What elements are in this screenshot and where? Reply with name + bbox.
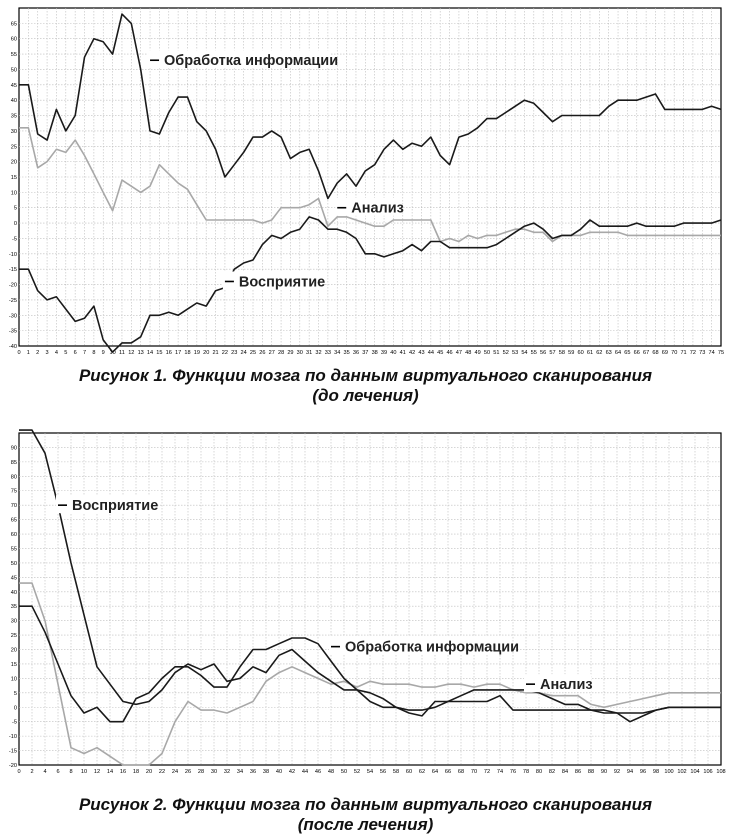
chart2-y-tick-label: -5 xyxy=(12,719,17,726)
chart1-x-tick-label: 12 xyxy=(128,350,135,356)
chart2-y-tick-label: 60 xyxy=(10,532,17,539)
chart1-y-tick-label: 50 xyxy=(10,67,17,74)
chart1-y-tick-label: 45 xyxy=(10,82,17,89)
chart1-x-tick-label: 38 xyxy=(371,350,378,356)
chart1-x-tick-label: 29 xyxy=(287,350,294,356)
chart1-x-tick-label: 33 xyxy=(324,350,331,356)
chart2-y-tick-label: 80 xyxy=(10,474,17,481)
chart1-y-tick-label: -15 xyxy=(8,267,17,274)
chart2-x-tick-label: 48 xyxy=(327,769,335,775)
chart2-x-tick-label: 86 xyxy=(574,769,582,775)
chart2-x-tick-label: 44 xyxy=(301,769,309,775)
chart1-y-tick-label: 15 xyxy=(10,175,17,181)
chart1-x-tick-label: 64 xyxy=(614,350,622,356)
chart1-x-tick-label: 58 xyxy=(558,350,565,356)
chart2-y-tick-label: 70 xyxy=(10,503,17,510)
chart2-x-tick-label: 84 xyxy=(561,769,569,775)
chart2-x-tick-label: 28 xyxy=(197,769,205,775)
chart1-x-tick-label: 2 xyxy=(36,350,40,356)
chart2-x-tick-label: 46 xyxy=(314,769,322,775)
chart2-x-tick-label: 60 xyxy=(405,769,413,775)
chart1-x-tick-label: 21 xyxy=(212,350,219,356)
chart2-x-tick-label: 36 xyxy=(249,769,257,775)
chart2-series-label-Восприятие: Восприятие xyxy=(72,498,159,515)
chart2-y-tick-label: -15 xyxy=(8,748,17,755)
chart2-x-tick-label: 54 xyxy=(366,769,374,775)
chart2-x-tick-label: 14 xyxy=(106,769,114,775)
chart1-x-tick-label: 3 xyxy=(45,350,49,356)
chart2-x-tick-label: 98 xyxy=(652,769,660,775)
chart1-x-tick-label: 46 xyxy=(446,350,453,356)
chart1-x-tick-label: 18 xyxy=(184,350,191,356)
chart1-x-tick-label: 47 xyxy=(455,350,463,356)
line-chart-after-treatment xyxy=(3,425,728,777)
chart2-x-tick-label: 74 xyxy=(496,769,504,775)
chart2-y-tick-label: 45 xyxy=(10,575,17,582)
chart-panel-before xyxy=(3,2,728,360)
chart2-y-tick-label: 55 xyxy=(10,546,17,553)
chart2-y-tick-label: 0 xyxy=(13,705,17,712)
chart2-y-tick-label: -20 xyxy=(8,763,17,769)
chart1-y-tick-label: 0 xyxy=(13,221,17,228)
chart1-x-tick-label: 71 xyxy=(680,350,687,356)
chart1-x-tick-label: 37 xyxy=(362,350,369,356)
caption-1-line-1: Рисунок 1. Функции мозга по данным виртуального сканирования xyxy=(78,366,653,385)
chart1-x-tick-label: 25 xyxy=(249,350,257,356)
chart1-x-tick-label: 54 xyxy=(521,350,528,356)
chart2-x-tick-label: 20 xyxy=(145,769,153,775)
chart1-x-tick-label: 49 xyxy=(474,350,481,356)
chart2-y-tick-label: 20 xyxy=(10,647,17,654)
chart2-x-tick-label: 68 xyxy=(457,769,465,775)
chart1-y-tick-label: -5 xyxy=(12,236,17,243)
line-chart-before-treatment xyxy=(3,2,728,360)
chart1-x-tick-label: 14 xyxy=(146,350,154,356)
chart2-y-tick-label: 5 xyxy=(13,690,17,697)
chart2-x-tick-label: 52 xyxy=(353,769,361,775)
chart1-x-tick-label: 35 xyxy=(343,350,350,356)
chart2-x-tick-label: 58 xyxy=(392,769,400,775)
chart2-x-tick-label: 0 xyxy=(17,769,21,775)
chart1-x-tick-label: 56 xyxy=(540,350,547,356)
chart1-x-tick-label: 15 xyxy=(156,350,163,356)
chart2-x-tick-label: 42 xyxy=(288,769,296,775)
figure-caption-2 xyxy=(0,795,731,835)
chart1-x-tick-label: 34 xyxy=(334,350,341,356)
caption-1-line-2: (до лечения) xyxy=(312,386,419,405)
chart2-x-tick-label: 12 xyxy=(93,769,101,775)
chart1-x-tick-label: 73 xyxy=(699,350,706,356)
chart1-x-tick-label: 68 xyxy=(652,350,659,356)
chart2-series-label-Анализ: Анализ xyxy=(540,677,593,694)
chart2-x-tick-label: 6 xyxy=(56,769,60,775)
chart2-x-tick-label: 104 xyxy=(690,769,700,775)
chart1-x-tick-label: 17 xyxy=(175,350,182,356)
chart1-x-tick-label: 51 xyxy=(493,350,500,356)
chart1-y-tick-label: -35 xyxy=(8,328,17,335)
chart1-x-tick-label: 0 xyxy=(17,350,21,356)
chart1-x-tick-label: 75 xyxy=(717,350,725,356)
chart2-x-tick-label: 56 xyxy=(379,769,387,775)
chart1-x-tick-label: 52 xyxy=(502,350,509,356)
chart2-x-tick-label: 102 xyxy=(677,769,687,775)
chart1-series-label-Восприятие: Восприятие xyxy=(238,274,326,291)
chart1-x-tick-label: 50 xyxy=(483,350,491,356)
chart1-x-tick-label: 74 xyxy=(708,350,715,356)
chart1-x-tick-label: 42 xyxy=(409,350,416,356)
chart1-x-tick-label: 6 xyxy=(73,350,77,356)
chart2-x-tick-label: 82 xyxy=(548,769,556,775)
chart1-x-tick-label: 23 xyxy=(231,350,238,356)
chart1-x-tick-label: 40 xyxy=(390,350,397,356)
chart1-x-tick-label: 61 xyxy=(586,350,594,356)
chart1-x-tick-label: 13 xyxy=(137,350,144,356)
chart1-y-tick-label: 40 xyxy=(10,98,17,105)
chart1-y-tick-label: -10 xyxy=(8,251,17,258)
chart1-y-tick-label: 60 xyxy=(10,36,17,43)
chart1-x-tick-label: 9 xyxy=(101,350,105,356)
chart1-x-tick-label: 19 xyxy=(193,350,200,356)
chart2-y-tick-label: 65 xyxy=(10,517,17,524)
chart1-x-tick-label: 69 xyxy=(661,350,668,356)
chart2-x-tick-label: 106 xyxy=(703,769,713,775)
chart1-x-tick-label: 1 xyxy=(26,350,30,356)
chart1-x-tick-label: 65 xyxy=(624,350,631,356)
chart1-x-tick-label: 44 xyxy=(427,350,434,356)
chart2-y-tick-label: 25 xyxy=(10,633,17,640)
chart2-x-tick-label: 4 xyxy=(43,769,47,775)
chart1-x-tick-label: 16 xyxy=(165,350,172,356)
chart-panel-after xyxy=(3,425,728,777)
chart2-x-tick-label: 16 xyxy=(119,769,127,775)
chart1-x-tick-label: 31 xyxy=(306,350,313,356)
chart2-x-tick-label: 62 xyxy=(418,769,426,775)
chart1-x-tick-label: 10 xyxy=(109,350,116,356)
chart1-y-tick-label: 30 xyxy=(10,128,17,135)
chart1-x-tick-label: 32 xyxy=(315,350,322,356)
chart1-y-tick-label: -30 xyxy=(8,313,17,320)
chart2-y-tick-label: 50 xyxy=(10,560,17,567)
chart2-x-tick-label: 70 xyxy=(470,769,478,775)
chart1-y-tick-label: -20 xyxy=(8,282,17,289)
chart1-x-tick-label: 5 xyxy=(64,350,68,356)
chart2-y-tick-label: 35 xyxy=(10,604,17,611)
chart1-x-tick-label: 67 xyxy=(643,350,650,356)
chart2-x-tick-label: 2 xyxy=(30,769,34,775)
chart1-x-tick-label: 39 xyxy=(380,350,388,356)
chart1-x-tick-label: 60 xyxy=(577,350,584,356)
chart2-x-tick-label: 96 xyxy=(639,769,647,775)
chart2-y-tick-label: 30 xyxy=(10,618,17,625)
chart2-x-tick-label: 18 xyxy=(132,769,140,775)
chart2-x-tick-label: 40 xyxy=(275,769,283,775)
chart1-y-tick-label: -40 xyxy=(8,344,17,350)
chart1-y-tick-label: 5 xyxy=(13,205,17,212)
chart1-x-tick-label: 28 xyxy=(277,350,285,356)
chart1-x-tick-label: 27 xyxy=(268,350,275,356)
chart1-x-tick-label: 48 xyxy=(465,350,472,356)
chart1-x-tick-label: 53 xyxy=(511,350,519,356)
chart1-y-tick-label: 35 xyxy=(10,113,17,120)
chart2-y-tick-label: 10 xyxy=(10,676,17,683)
chart1-series-label-Обработка-информации: Обработка информации xyxy=(164,53,339,70)
chart1-x-tick-label: 4 xyxy=(54,350,59,356)
chart2-x-tick-label: 76 xyxy=(509,769,517,775)
chart2-x-tick-label: 78 xyxy=(522,769,530,775)
chart2-y-tick-label: 90 xyxy=(10,445,17,452)
chart2-x-tick-label: 8 xyxy=(69,769,73,775)
chart1-x-tick-label: 30 xyxy=(296,350,303,356)
chart2-x-tick-label: 64 xyxy=(431,769,439,775)
chart2-y-tick-label: -10 xyxy=(8,734,17,741)
caption-2-line-1: Рисунок 2. Функции мозга по данным виртуального сканирования xyxy=(78,795,653,814)
chart2-x-tick-label: 38 xyxy=(262,769,270,775)
chart1-y-tick-label: 55 xyxy=(10,52,17,59)
chart2-x-tick-label: 100 xyxy=(664,769,674,775)
chart1-x-tick-label: 20 xyxy=(203,350,210,356)
chart2-x-tick-label: 34 xyxy=(236,769,244,775)
chart2-x-tick-label: 92 xyxy=(613,769,621,775)
chart1-x-tick-label: 22 xyxy=(221,350,229,356)
chart2-x-tick-label: 50 xyxy=(340,769,348,775)
chart1-x-tick-label: 7 xyxy=(82,350,87,356)
chart2-x-tick-label: 66 xyxy=(444,769,452,775)
chart2-x-tick-label: 32 xyxy=(223,769,231,775)
chart1-x-tick-label: 63 xyxy=(605,350,612,356)
chart2-x-tick-label: 10 xyxy=(80,769,88,775)
chart1-x-tick-label: 8 xyxy=(92,350,96,356)
chart1-x-tick-label: 36 xyxy=(352,350,360,356)
chart2-x-tick-label: 108 xyxy=(716,769,726,775)
chart1-y-tick-label: 20 xyxy=(10,159,17,166)
chart2-y-tick-label: 40 xyxy=(10,589,17,596)
chart1-x-tick-label: 57 xyxy=(549,350,556,356)
chart2-y-tick-label: 15 xyxy=(10,661,17,668)
figure-caption-1 xyxy=(0,366,731,406)
chart1-x-tick-label: 59 xyxy=(568,350,575,356)
chart1-x-tick-label: 66 xyxy=(633,350,640,356)
chart1-x-tick-label: 11 xyxy=(119,350,125,356)
chart1-x-tick-label: 43 xyxy=(418,350,425,356)
caption-2-line-2: (после лечения) xyxy=(297,815,434,834)
chart1-x-tick-label: 41 xyxy=(399,350,406,356)
chart1-x-tick-label: 55 xyxy=(530,350,537,356)
chart1-x-tick-label: 24 xyxy=(240,350,247,356)
chart1-series-label-Анализ: Анализ xyxy=(351,200,404,217)
chart2-x-tick-label: 24 xyxy=(171,769,179,775)
chart1-x-tick-label: 62 xyxy=(596,350,603,356)
chart1-y-tick-label: 25 xyxy=(10,144,17,151)
chart1-x-tick-label: 26 xyxy=(259,350,266,356)
chart2-x-tick-label: 80 xyxy=(535,769,543,775)
chart1-y-tick-label: 10 xyxy=(10,190,17,197)
chart1-y-tick-label: 65 xyxy=(10,21,17,28)
chart2-x-tick-label: 72 xyxy=(483,769,491,775)
chart1-x-tick-label: 70 xyxy=(671,350,678,356)
chart2-x-tick-label: 30 xyxy=(210,769,218,775)
chart2-x-tick-label: 26 xyxy=(184,769,192,775)
chart2-x-tick-label: 22 xyxy=(158,769,166,775)
chart2-x-tick-label: 90 xyxy=(600,769,608,775)
chart1-x-tick-label: 72 xyxy=(689,350,697,356)
chart2-y-tick-label: 85 xyxy=(10,459,17,466)
chart1-x-tick-label: 45 xyxy=(437,350,444,356)
chart2-x-tick-label: 94 xyxy=(626,769,634,775)
chart2-x-tick-label: 88 xyxy=(587,769,595,775)
chart2-y-tick-label: 75 xyxy=(10,488,17,495)
chart1-y-tick-label: -25 xyxy=(8,297,17,304)
chart2-series-label-Обработка-информации: Обработка информации xyxy=(345,639,520,656)
